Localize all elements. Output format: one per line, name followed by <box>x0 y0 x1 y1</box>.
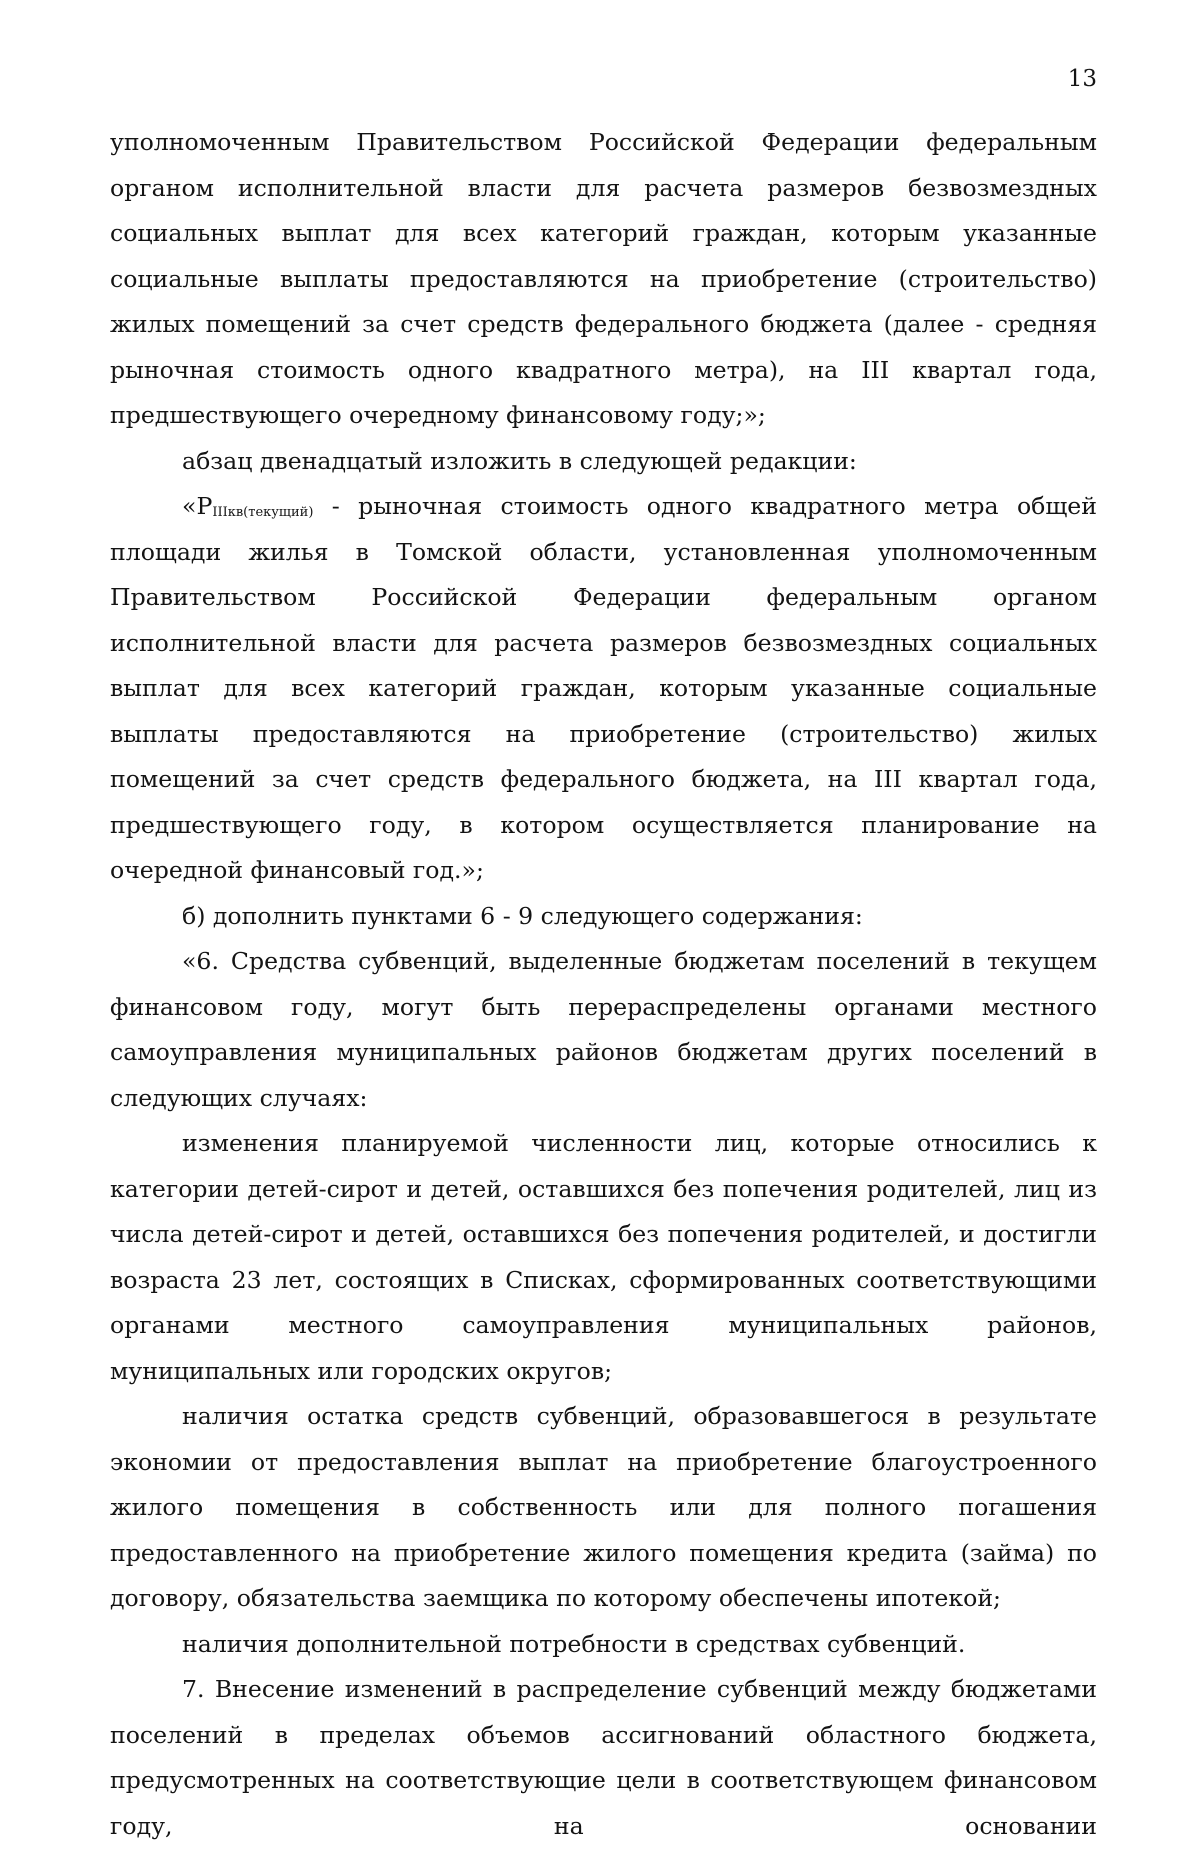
paragraph-supplement-instruction: б) дополнить пунктами 6 - 9 следующего содержания: <box>182 901 863 930</box>
paragraph-definition-continuation: уполномоченным Правительством Российской Федерации федеральным органом исполнительной власти для расчета размеров безвозмездных социальных выплат для всех категорий граждан, которым указанные социальные выплаты предоставляются на приобретение (строительство) жилых помещений за счет средств федерального бюджета (далее - средняя рыночная стоимость одного квадратного метра), на III квартал года, предшествующего очередному финансовому году;»; <box>110 128 1097 429</box>
page-number: 13 <box>1067 66 1097 92</box>
formula-definition-text: - рыночная стоимость одного квадратного метра общей площади жилья в Томской области, установленная уполномоченным Правительством Российской Федерации федеральным органом исполнительной власти для расчета размеров безвозмездных социальных выплат для всех категорий граждан, которым указанные социальные выплаты предоставляются на приобретение (строительство) жилых помещений за счет средств федерального бюджета, на III квартал года, предшествующего году, в котором осуществляется планирование на очередной финансовый год.»; <box>110 492 1097 884</box>
formula-symbol-subscript: IIIкв(текущий) <box>212 505 314 520</box>
paragraph-formula-definition <box>110 484 1097 894</box>
paragraph-amendment-instruction: абзац двенадцатый изложить в следующей редакции: <box>182 446 857 475</box>
opening-quote: « <box>182 492 197 520</box>
paragraph-case-headcount-change: изменения планируемой численности лиц, которые относились к категории детей-сирот и детей, оставшихся без попечения родителей, лиц из числа детей-сирот и детей, оставшихся без попечения родителей, и достигли возраста 23 лет, состоящих в Списках, сформированных соответствующими органами местного самоуправления муниципальных районов, муниципальных или городских округов; <box>110 1129 1097 1385</box>
paragraph-case-remaining-funds: наличия остатка средств субвенций, образовавшегося в результате экономии от предоставления выплат на приобретение благоустроенного жилого помещения в собственность или для полного погашения предоставленного на приобретение жилого помещения кредита (займа) по договору, обязательства заемщика по которому обеспечены ипотекой; <box>110 1402 1097 1612</box>
paragraph-item-6: «6. Средства субвенций, выделенные бюджетам поселений в текущем финансовом году, могут быть перераспределены органами местного самоуправления муниципальных районов бюджетам других поселений в следующих случаях: <box>110 947 1097 1112</box>
formula-symbol: P <box>196 492 213 520</box>
document-body <box>110 120 1097 1849</box>
paragraph-case-additional-need: наличия дополнительной потребности в средствах субвенций. <box>182 1629 966 1658</box>
paragraph-item-7: 7. Внесение изменений в распределение субвенций между бюджетами поселений в пределах объемов ассигнований областного бюджета, предусмотренных на соответствующие цели в соответствующем финансовом году, на основании <box>110 1675 1097 1840</box>
